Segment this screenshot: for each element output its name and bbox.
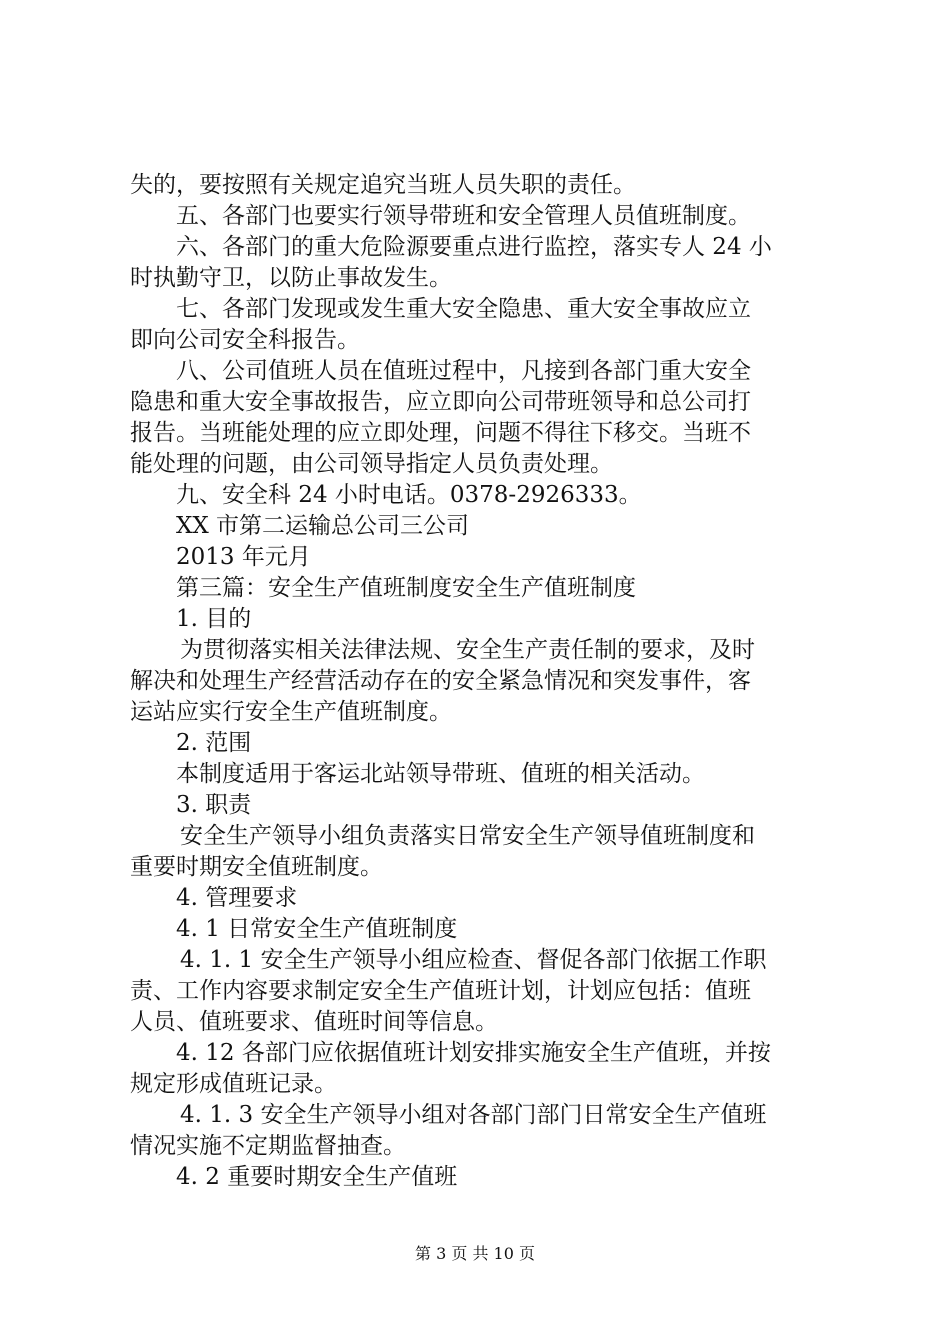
document-line: 为贯彻落实相关法律法规、安全生产责任制的要求，及时 (180, 637, 755, 663)
document-line: 4. 1 日常安全生产值班制度 (176, 916, 458, 942)
document-line: 八、公司值班人员在值班过程中，凡接到各部门重大安全 (176, 358, 751, 384)
document-line: 情况实施不定期监督抽查。 (130, 1133, 406, 1159)
document-line: 4. 1. 1 安全生产领导小组应检查、督促各部门依据工作职 (180, 947, 767, 973)
document-line: 解决和处理生产经营活动存在的安全紧急情况和突发事件，客 (130, 668, 751, 694)
document-line: 隐患和重大安全事故报告，应立即向公司带班领导和总公司打 (130, 389, 751, 415)
document-line: 责、工作内容要求制定安全生产值班计划，计划应包括：值班 (130, 978, 751, 1004)
document-body (130, 170, 830, 1193)
document-line: 本制度适用于客运北站领导带班、值班的相关活动。 (176, 761, 705, 787)
document-line: 报告。当班能处理的应立即处理，问题不得往下移交。当班不 (130, 420, 751, 446)
document-line: 人员、值班要求、值班时间等信息。 (130, 1009, 498, 1035)
document-line: 重要时期安全值班制度。 (130, 854, 383, 880)
document-line: 九、安全科 24 小时电话。0378-2926333。 (176, 482, 642, 508)
document-line: 1. 目的 (176, 606, 252, 632)
document-line: 2013 年元月 (176, 544, 311, 570)
document-line: 规定形成值班记录。 (130, 1071, 337, 1097)
document-line: 失的，要按照有关规定追究当班人员失职的责任。 (130, 172, 636, 198)
page-number-footer: 第 3 页 共 10 页 (415, 1244, 535, 1263)
document-line: 3. 职责 (176, 792, 252, 818)
document-line: 运站应实行安全生产值班制度。 (130, 699, 452, 725)
document-line: 4. 12 各部门应依据值班计划安排实施安全生产值班，并按 (176, 1040, 771, 1066)
document-line: 4. 2 重要时期安全生产值班 (176, 1164, 458, 1190)
document-line: 能处理的问题，由公司领导指定人员负责处理。 (130, 451, 613, 477)
document-line: 2. 范围 (176, 730, 252, 756)
document-line: XX 市第二运输总公司三公司 (176, 513, 470, 539)
document-line: 六、各部门的重大危险源要重点进行监控，落实专人 24 小 (176, 234, 772, 260)
document-line: 即向公司安全科报告。 (130, 327, 360, 353)
document-line: 第三篇：安全生产值班制度安全生产值班制度 (176, 575, 636, 601)
document-line: 时执勤守卫，以防止事故发生。 (130, 265, 452, 291)
document-line: 安全生产领导小组负责落实日常安全生产领导值班制度和 (180, 823, 755, 849)
document-line: 五、各部门也要实行领导带班和安全管理人员值班制度。 (176, 203, 751, 229)
document-line: 4. 1. 3 安全生产领导小组对各部门部门日常安全生产值班 (180, 1102, 767, 1128)
document-line: 4. 管理要求 (176, 885, 298, 911)
document-line: 七、各部门发现或发生重大安全隐患、重大安全事故应立 (176, 296, 751, 322)
